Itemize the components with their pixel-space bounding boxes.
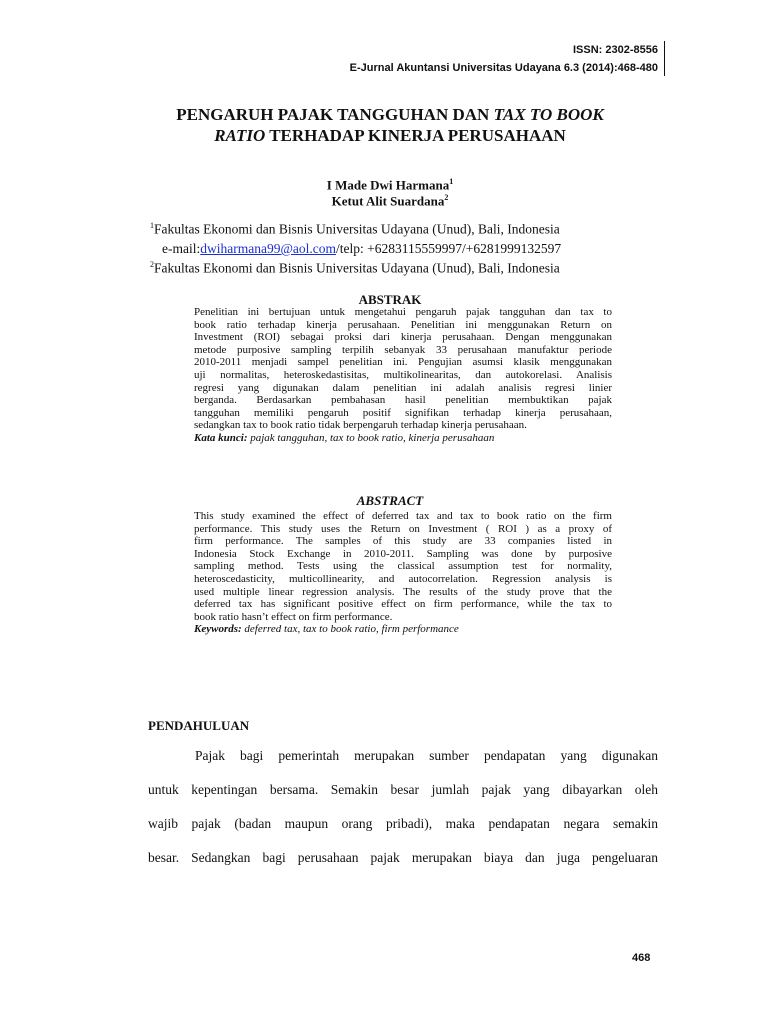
journal-citation: E-Jurnal Akuntansi Universitas Udayana 6.3 (2014):468-480 bbox=[349, 62, 658, 74]
kata-kunci: Kata kunci: pajak tangguhan, tax to book ratio, kinerja perusahaan bbox=[194, 431, 495, 444]
abstract-line: deferred tax has significant positive effect on firm performance, while the tax to bbox=[194, 598, 612, 611]
affiliation-2: $^2$Fakultas Ekonomi dan Bisnis Universitas Udayana (Unud), Bali, Indonesia bbox=[150, 260, 560, 276]
abstract-body bbox=[194, 510, 612, 636]
abstrak-body bbox=[194, 306, 612, 445]
abstract-line: firm performance. The samples of this study are 33 companies listed in bbox=[194, 535, 612, 548]
abstract-line: performance. This study uses the Return on Investment ( ROI ) as a proxy of bbox=[194, 522, 612, 535]
abstrak-line: uji normalitas, heteroskedastisitas, multikolinearitas, dan autokorelasi. Analisis bbox=[194, 368, 612, 381]
header-divider bbox=[664, 41, 665, 76]
page-number: 468 bbox=[632, 952, 651, 964]
abstrak-line: Penelitian ini bertujuan untuk mengetahui pengaruh pajak tangguhan dan tax to bbox=[194, 306, 612, 318]
email-link[interactable]: dwiharmana99@aol.com bbox=[200, 241, 336, 256]
paper-title: PENGARUH PAJAK TANGGUHAN DAN TAX TO BOOK RATIO TERHADAP KINERJA PERUSAHAAN bbox=[176, 105, 604, 145]
body-line: untuk kepentingan bersama. Semakin besar jumlah pajak yang dibayarkan oleh bbox=[148, 782, 658, 797]
abstract-line: heteroscedasticity, multicollinearity, and autocorrelation. Regression analysis is bbox=[194, 572, 612, 585]
section-body bbox=[148, 748, 658, 884]
body-line: besar. Sedangkan bagi perusahaan pajak merupakan biaya dan juga pengeluaran bbox=[148, 850, 658, 865]
author-2: Ketut Alit Suardana$^2$ bbox=[331, 193, 449, 209]
body-line: wajib pajak (badan maupun orang pribadi), maka pendapatan negara semakin bbox=[148, 816, 658, 831]
contact-line: e-mail:dwiharmana99@aol.com/telp: +6283115559997/+6281999132597 bbox=[162, 241, 562, 256]
abstrak-line: 2010-2011 menjadi sampel penelitian ini. Pengujian asumsi klasik menggunakan bbox=[194, 356, 612, 369]
abstract-heading: ABSTRACT bbox=[356, 493, 424, 508]
keywords: Keywords: deferred tax, tax to book ratio, firm performance bbox=[194, 623, 459, 636]
body-line: Pajak bagi pemerintah merupakan sumber pendapatan yang digunakan bbox=[195, 748, 658, 763]
abstract-line: sampling method. Tests using the classical assumption test for normality, bbox=[194, 560, 612, 573]
abstract-line: Indonesia Stock Exchange in 2010-2011. Sampling was done by purposive bbox=[194, 547, 612, 560]
abstract-line: This study examined the effect of deferred tax and tax to book ratio on the firm bbox=[194, 510, 612, 522]
abstract-line: used multiple linear regression analysis. The results of the study prove that the bbox=[194, 585, 612, 598]
abstrak-line: metode purposive sampling terpilih sebanyak 33 perusahaan manufaktur periode bbox=[194, 343, 612, 356]
author-1: I Made Dwi Harmana$^1$ bbox=[326, 177, 454, 193]
abstrak-line: berganda. Berdasarkan pembahasan hasil penelitian membuktikan pajak bbox=[194, 394, 612, 407]
abstrak-heading: ABSTRAK bbox=[358, 292, 422, 307]
abstrak-line: sedangkan tax to book ratio tidak berpengaruh terhadap kinerja perusahaan. bbox=[194, 419, 527, 432]
abstrak-line: Investment (ROI) sebagai proksi dari kinerja perusahaan. Dengan menggunakan bbox=[194, 331, 612, 344]
abstrak-line: tangguhan memiliki pengaruh positif signifikan terhadap kinerja perusahaan, bbox=[194, 406, 612, 419]
abstrak-line: regresi yang digunakan dalam penelitian ini adalah analisis regresi linier bbox=[194, 381, 612, 394]
abstrak-line: book ratio terhadap kinerja perusahaan. Penelitian ini menggunakan Return on bbox=[194, 318, 612, 331]
section-heading: PENDAHULUAN bbox=[148, 718, 250, 733]
affiliation-1: $^1$Fakultas Ekonomi dan Bisnis Universitas Udayana (Unud), Bali, Indonesia bbox=[150, 221, 560, 237]
abstract-line: book ratio hasn’t effect on firm performance. bbox=[194, 610, 393, 623]
issn-label: ISSN: 2302-8556 bbox=[573, 44, 658, 56]
